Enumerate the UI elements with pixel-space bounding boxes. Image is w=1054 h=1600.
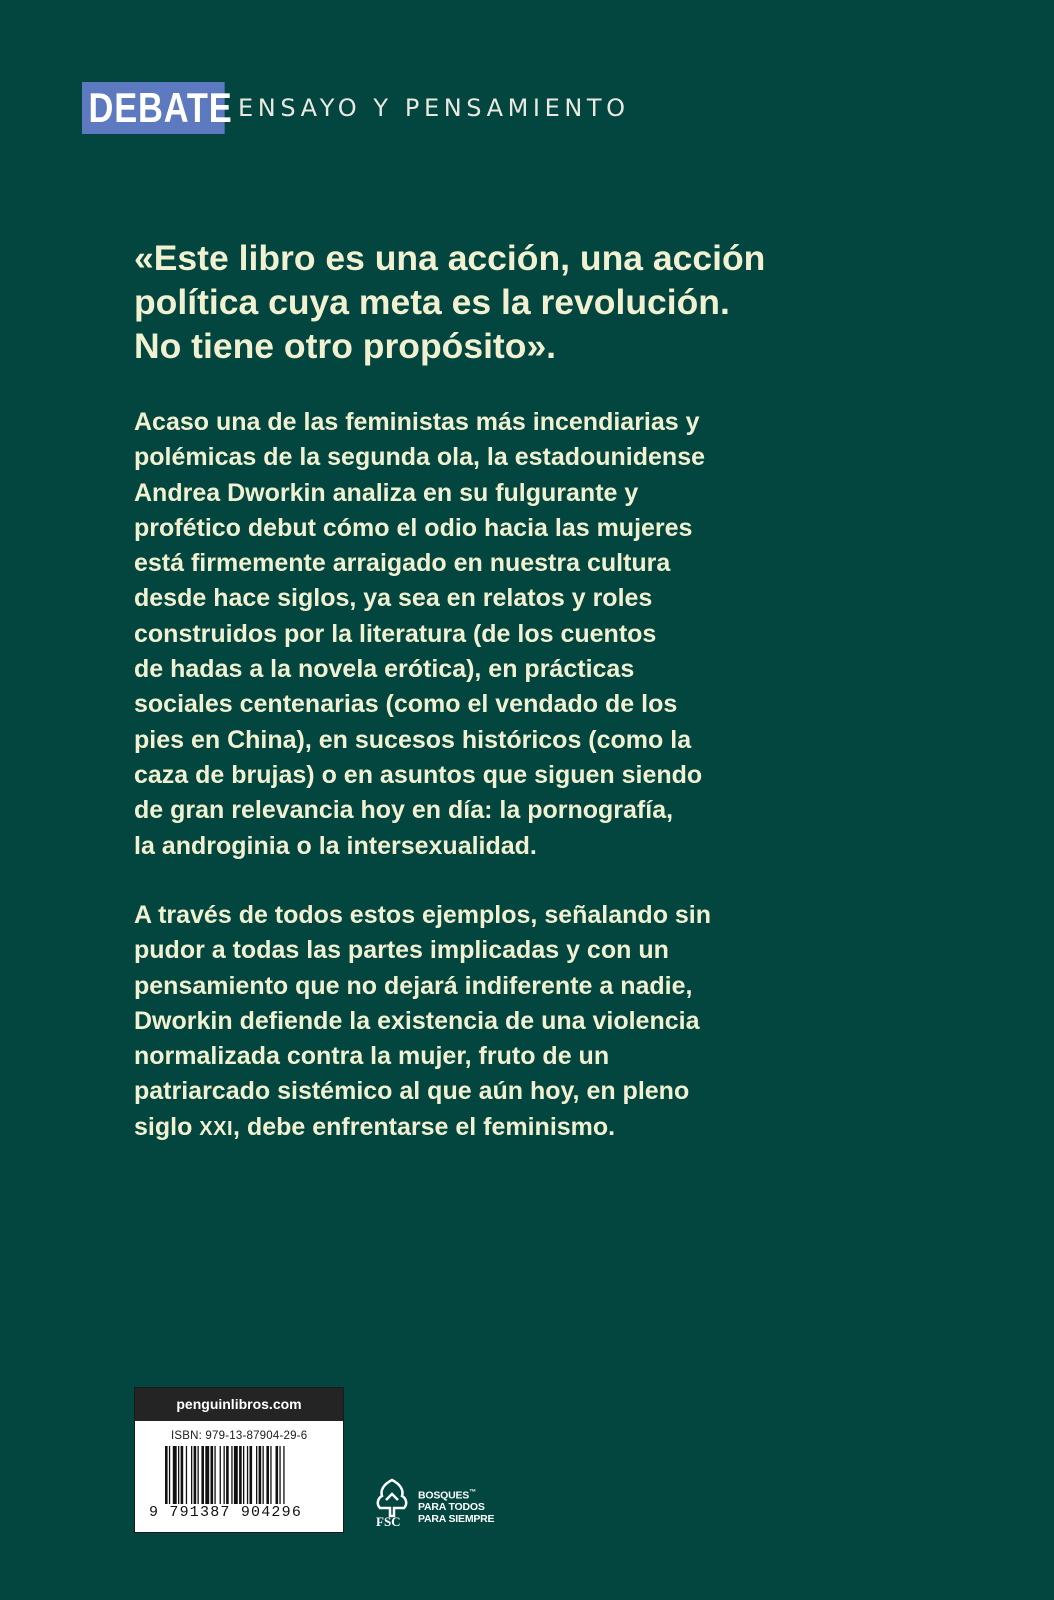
text-line-last	[134, 1110, 854, 1147]
collection-name: ENSAYO Y PENSAMIENTO	[238, 94, 630, 122]
fsc-tree-icon	[370, 1478, 414, 1534]
barcode-bar	[231, 1446, 232, 1504]
barcode-bar	[239, 1446, 242, 1504]
text-line: Acaso una de las feministas más incendiarias y	[134, 408, 700, 436]
barcode-bar	[173, 1446, 177, 1504]
barcode-bar	[263, 1446, 264, 1504]
text-line: pudor a todas las partes implicadas y con un	[134, 936, 669, 965]
text-line: de hadas a la novela erótica), en prácticas	[134, 655, 635, 684]
text-line: sociales centenarias (como el vendado de los	[134, 690, 678, 719]
barcode-bar	[259, 1446, 262, 1504]
barcode-bar	[165, 1446, 168, 1504]
text-line: pensamiento que no dejará indiferente a nadie,	[134, 971, 693, 1000]
fsc-slogan-line: PARA TODOS	[418, 1501, 485, 1513]
barcode-bar	[250, 1446, 253, 1504]
barcode-bar	[194, 1446, 197, 1504]
barcode-bar	[256, 1446, 257, 1504]
fsc-slogan	[418, 1487, 494, 1525]
fsc-logo	[370, 1478, 494, 1534]
text-line: está firmemente arraigado en nuestra cultura	[134, 549, 671, 578]
barcode-bar	[211, 1446, 214, 1504]
barcode-bar	[191, 1446, 192, 1504]
text-line: profético debut cómo el odio hacia las mujeres	[134, 513, 693, 542]
century-smallcaps: XXI	[199, 1117, 234, 1140]
barcode-bar	[220, 1446, 221, 1504]
publisher-header	[82, 82, 256, 134]
barcode-bar	[205, 1446, 209, 1504]
barcode-bar	[181, 1446, 184, 1504]
trademark-sign: ™	[469, 1489, 476, 1496]
barcode-bar	[224, 1446, 225, 1504]
barcode-digits: 9 791387 904296	[149, 1504, 303, 1521]
fsc-slogan-line: BOSQUES	[418, 1489, 470, 1502]
last-line-suffix: , debe enfrentarse el feminismo.	[233, 1112, 616, 1141]
text-line: Dworkin defiende la existencia de una violencia	[134, 1006, 700, 1035]
barcode-bars	[165, 1446, 321, 1504]
barcode-bar	[201, 1446, 204, 1504]
barcode-bar	[276, 1446, 279, 1504]
website-label: penguinlibros.com	[135, 1388, 343, 1421]
fsc-label: FSC	[376, 1514, 401, 1529]
publisher-logo: DEBATE	[82, 82, 225, 134]
isbn-text: ISBN: 979-13-87904-29-6	[171, 1430, 308, 1442]
barcode-bar	[198, 1446, 199, 1504]
text-line: caza de brujas) o en asuntos que siguen siendo	[134, 760, 703, 789]
quote-line: «Este libro es una acción, una acción	[134, 238, 766, 278]
barcode-bar	[214, 1446, 215, 1504]
text-line: A través de todos estos ejemplos, señalando sin	[134, 901, 712, 929]
text-line: polémicas de la segunda ola, la estadounidense	[134, 443, 706, 472]
barcode-bar	[283, 1446, 284, 1504]
description-paragraph-2	[134, 898, 854, 1147]
description-paragraph-1	[134, 405, 854, 864]
barcode-bar	[226, 1446, 229, 1504]
barcode-bar	[266, 1446, 269, 1504]
barcode-bar	[243, 1446, 244, 1504]
quote-line: política cuya meta es la revolución.	[134, 282, 730, 322]
barcode-bar	[279, 1446, 280, 1504]
barcode-bar	[247, 1446, 248, 1504]
barcode-bar	[270, 1446, 271, 1504]
text-line: de gran relevancia hoy en día: la pornografía,	[134, 796, 674, 825]
barcode-bar	[234, 1446, 238, 1504]
barcode-bar	[186, 1446, 187, 1504]
pull-quote	[134, 236, 854, 368]
text-line: pies en China), en sucesos históricos (como la	[134, 725, 692, 754]
text-line: patriarcado sistémico al que aún hoy, en pleno	[134, 1077, 690, 1106]
fsc-slogan-line: PARA SIEMPRE	[418, 1512, 495, 1525]
text-line: desde hace siglos, ya sea en relatos y roles	[134, 584, 653, 613]
barcode-label	[134, 1387, 344, 1533]
text-line: construidos por la literatura (de los cuentos	[134, 619, 657, 648]
last-line-prefix: siglo	[134, 1112, 200, 1141]
barcode-bar	[169, 1446, 170, 1504]
quote-line: No tiene otro propósito».	[134, 326, 557, 366]
text-line: la androginia o la intersexualidad.	[134, 831, 537, 860]
barcode-bar	[178, 1446, 179, 1504]
text-line: Andrea Dworkin analiza en su fulgurante y	[134, 478, 639, 507]
text-line: normalizada contra la mujer, fruto de un	[134, 1042, 610, 1071]
